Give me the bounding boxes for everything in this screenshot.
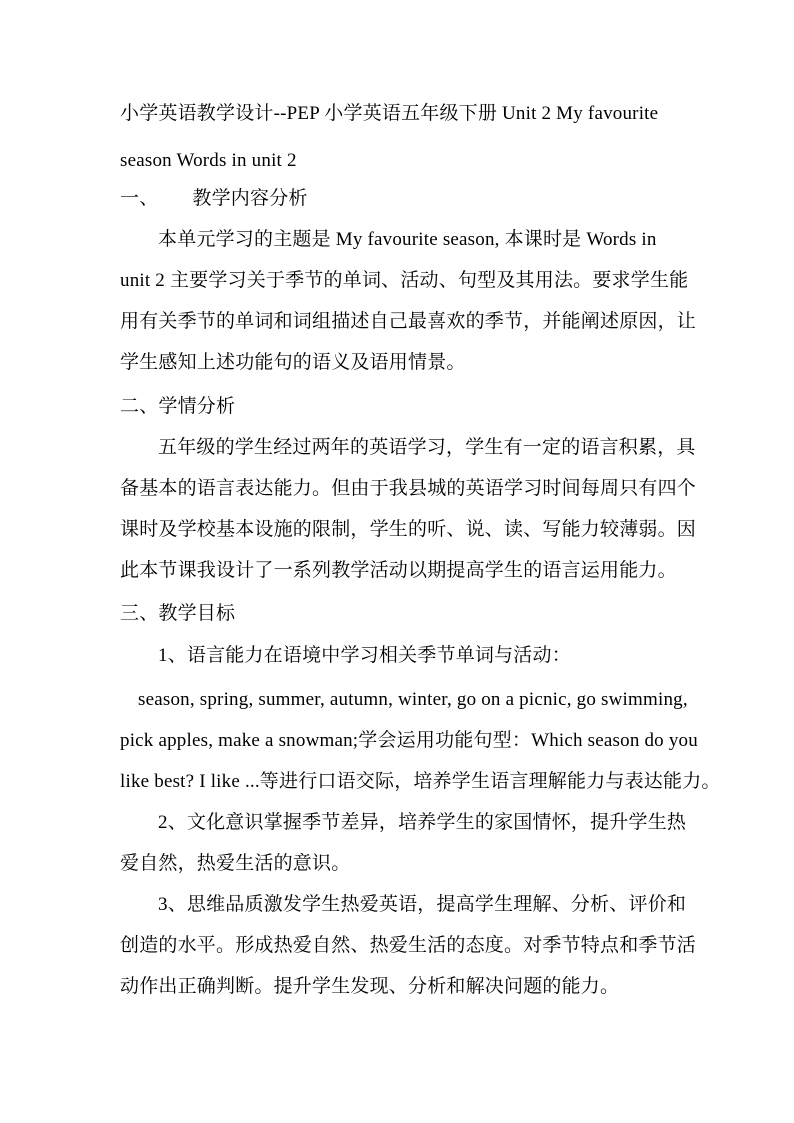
section1-number: 一、 [120, 188, 159, 209]
goal1-line-2: season, spring, summer, autumn, winter, go on a picnic, go swimming, [138, 689, 688, 710]
section1-line-3: 用有关季节的单词和词组描述自己最喜欢的季节，并能阐述原因，让 [120, 311, 697, 332]
section1-line-2: unit 2 主要学习关于季节的单词、活动、句型及其用法。要求学生能 [120, 270, 689, 291]
section1-line-4: 学生感知上述功能句的语义及语用情景。 [120, 352, 466, 373]
section2-heading: 二、学情分析 [120, 396, 236, 417]
section1-heading-text: 教学内容分析 [192, 188, 308, 209]
goal2-line-1: 2、文化意识掌握季节差异，培养学生的家国情怀，提升学生热 [158, 812, 687, 833]
section2-line-2: 备基本的语言表达能力。但由于我县城的英语学习时间每周只有四个 [120, 478, 697, 499]
goal1-line-4: like best? I like ...等进行口语交际，培养学生语言理解能力与表达能力。 [120, 771, 721, 792]
goal2-line-2: 爱自然，热爱生活的意识。 [120, 853, 351, 874]
section2-line-3: 课时及学校基本设施的限制，学生的听、说、读、写能力较薄弱。因 [120, 519, 697, 540]
section1-heading [120, 187, 680, 211]
goal3-line-3: 动作出正确判断。提升学生发现、分析和解决问题的能力。 [120, 976, 620, 997]
title-line-2: season Words in unit 2 [120, 150, 297, 171]
section1-line-1: 本单元学习的主题是 My favourite season, 本课时是 Words in [158, 229, 657, 250]
goal1-line-3: pick apples, make a snowman;学会运用功能句型：Which season do you [120, 730, 698, 751]
goal3-line-1: 3、思维品质激发学生热爱英语，提高学生理解、分析、评价和 [158, 894, 687, 915]
section2-line-4: 此本节课我设计了一系列教学活动以期提高学生的语言运用能力。 [120, 560, 677, 581]
goal1-line-1: 1、语言能力在语境中学习相关季节单词与活动： [158, 645, 571, 666]
goal3-line-2: 创造的水平。形成热爱自然、热爱生活的态度。对季节特点和季节活 [120, 935, 697, 956]
section2-line-1: 五年级的学生经过两年的英语学习，学生有一定的语言积累，具 [158, 437, 696, 458]
title-line-1: 小学英语教学设计--PEP 小学英语五年级下册 Unit 2 My favourite [120, 103, 659, 124]
section3-heading: 三、教学目标 [120, 603, 236, 624]
